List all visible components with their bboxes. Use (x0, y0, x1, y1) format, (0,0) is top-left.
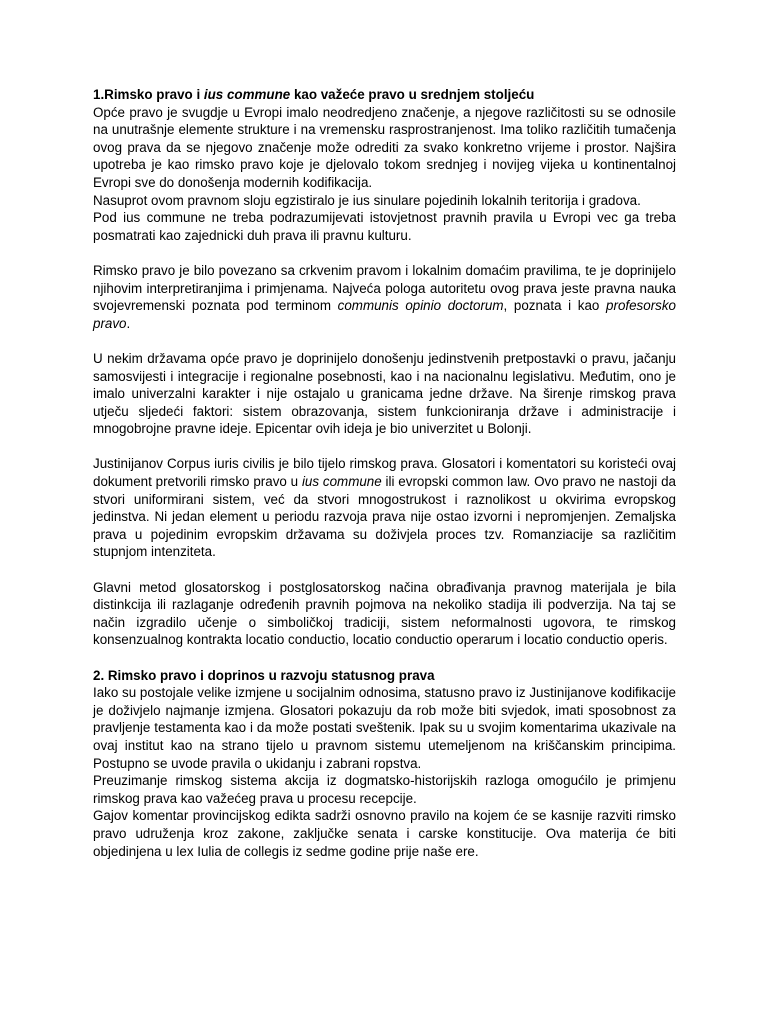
italic-term: ius commune (301, 474, 382, 490)
paragraph (93, 262, 676, 332)
italic-term: communis opinio doctorum (337, 298, 504, 314)
text-run: Rimsko pravo je bilo povezano sa crkvenim pravom i lokalnim domaćim pravilima, te je doprinijelo njihovim interpretiranjima i primjenama. Najveća pologa autoritetu ovog prava jeste pravna nauka svojevremenski poznata pod terminom (93, 262, 676, 314)
paragraph-gap (93, 244, 676, 262)
paragraph-gap (93, 649, 676, 667)
section-1-heading-italic: ius commune (203, 87, 291, 102)
section-1-heading (93, 86, 676, 104)
paragraph: Nasuprot ovom pravnom sloju egzistiralo je ius sinulare pojedinih lokalnih teritorija i gradova. (93, 192, 641, 208)
paragraph: Opće pravo je svugdje u Evropi imalo neodredjeno značenje, a njegove različitosti su se odnosile na unutrašnje elemente strukture i na vremensku rasprostranjenost. Ima toliko različitih tumačenja ovog prava da se njegovo značenje može odrediti za svako konkretno vrijeme i prostor. Najšira upotreba je kao rimsko pravo koje je djelovalo tokom srednjeg i novijeg vijeka u kontinentalnoj Evropi sve do donošenja modernih kodifikacija. (93, 104, 676, 190)
paragraph: U nekim državama opće pravo je doprinijelo donošenju jedinstvenih pretpostavki o pravu, jačanju samosvijesti i integracije i regionalne posebnosti, kao i na nacionalnu legislativu. Međutim, ono je imalo univerzalni karakter i nije ostajalo u granicama jedne države. Na širenje rimskog prava utječu sljedeći faktori: sistem obrazovanja, sistem funkcioniranja države i administracije i mnogobrojne pravne ideje. Epicentar ovih ideja je bio univerzitet u Bolonji. (93, 350, 676, 437)
paragraph: Glavni metod glosatorskog i postglosatorskog načina obrađivanja pravnog materijala je bila distinkcija ili razlaganje određenih pravnih pojmova na nekoliko stadija ili podverzija. Na taj se način izgradilo učenje o simboličkoj tradiciji, sistem neformalnosti ugovora, te rimskog konsenzualnog kontrakta locatio conductio, locatio conductio operarum i locatio conductio operis. (93, 579, 676, 648)
paragraph-gap (93, 332, 676, 350)
text-run: . (126, 315, 131, 331)
text-run: ili evropski common law. Ovo pravo ne nastoji da stvori uniformirani sistem, već da stvori mnogostrukost i raznolikost u okvirima evropskog jedinstva. Ni jedan element u periodu razvoja prava nije ostao izvorni i nepromjenjen. Zemaljska prava u pojedinim evropskim državama su doživjela proces tzv. Romanziacije sa različitim stupnjom intenziteta. (93, 474, 676, 560)
italic-term: profesorsko pravo (93, 298, 676, 331)
paragraph-gap (93, 438, 676, 456)
text-run: Justinijanov Corpus iuris civilis je bilo tijelo rimskog prava. Glosatori i komentatori su koristeći ovaj dokument pretvorili rimsko pravo u (93, 456, 676, 490)
paragraph (93, 455, 676, 561)
paragraph: Pod ius commune ne treba podrazumijevati istovjetnost pravnih pravila u Evropi vec ga treba posmatrati kao zajednicki duh prava ili pravnu kulturu. (93, 210, 676, 243)
paragraph-gap (93, 561, 676, 579)
paragraph: Preuzimanje rimskog sistema akcija iz dogmatsko-historijskih razloga omogućilo je primjenu rimskog prava kao važećeg prava u procesu recepcije. (93, 773, 676, 806)
text-run: , poznata i kao (503, 298, 607, 314)
paragraph: Gajov komentar provincijskog edikta sadrži osnovno pravilo na kojem će se kasnije razviti rimsko pravo udruženja kroz zakone, zaključke senata i carske konstitucije. Ova materija će biti objedinjena u lex Iulia de collegis iz sedme godine prije naše ere. (93, 808, 676, 859)
section-1-heading-part-1: 1.Rimsko pravo i (93, 87, 204, 102)
section-2-heading: 2. Rimsko pravo i doprinos u razvoju statusnog prava (93, 667, 435, 683)
paragraph: Iako su postojale velike izmjene u socijalnim odnosima, statusno pravo iz Justinijanove kodifikacije je doživjelo najmanje izmjena. Glosatori pokazuju da rob može biti svjedok, imati sposobnost za pravljenje testamenta kao i da može postati sveštenik. Ipak su u svojim komentarima ukazivale na ovaj institut kao na strano tijelo u pravnom sistemu utemeljenom na kriščanskim principima. Postupno se uvode pravila o ukidanju i zabrani ropstva. (93, 685, 676, 771)
section-1-heading-part-2: kao važeće pravo u srednjem stoljeću (290, 87, 535, 102)
